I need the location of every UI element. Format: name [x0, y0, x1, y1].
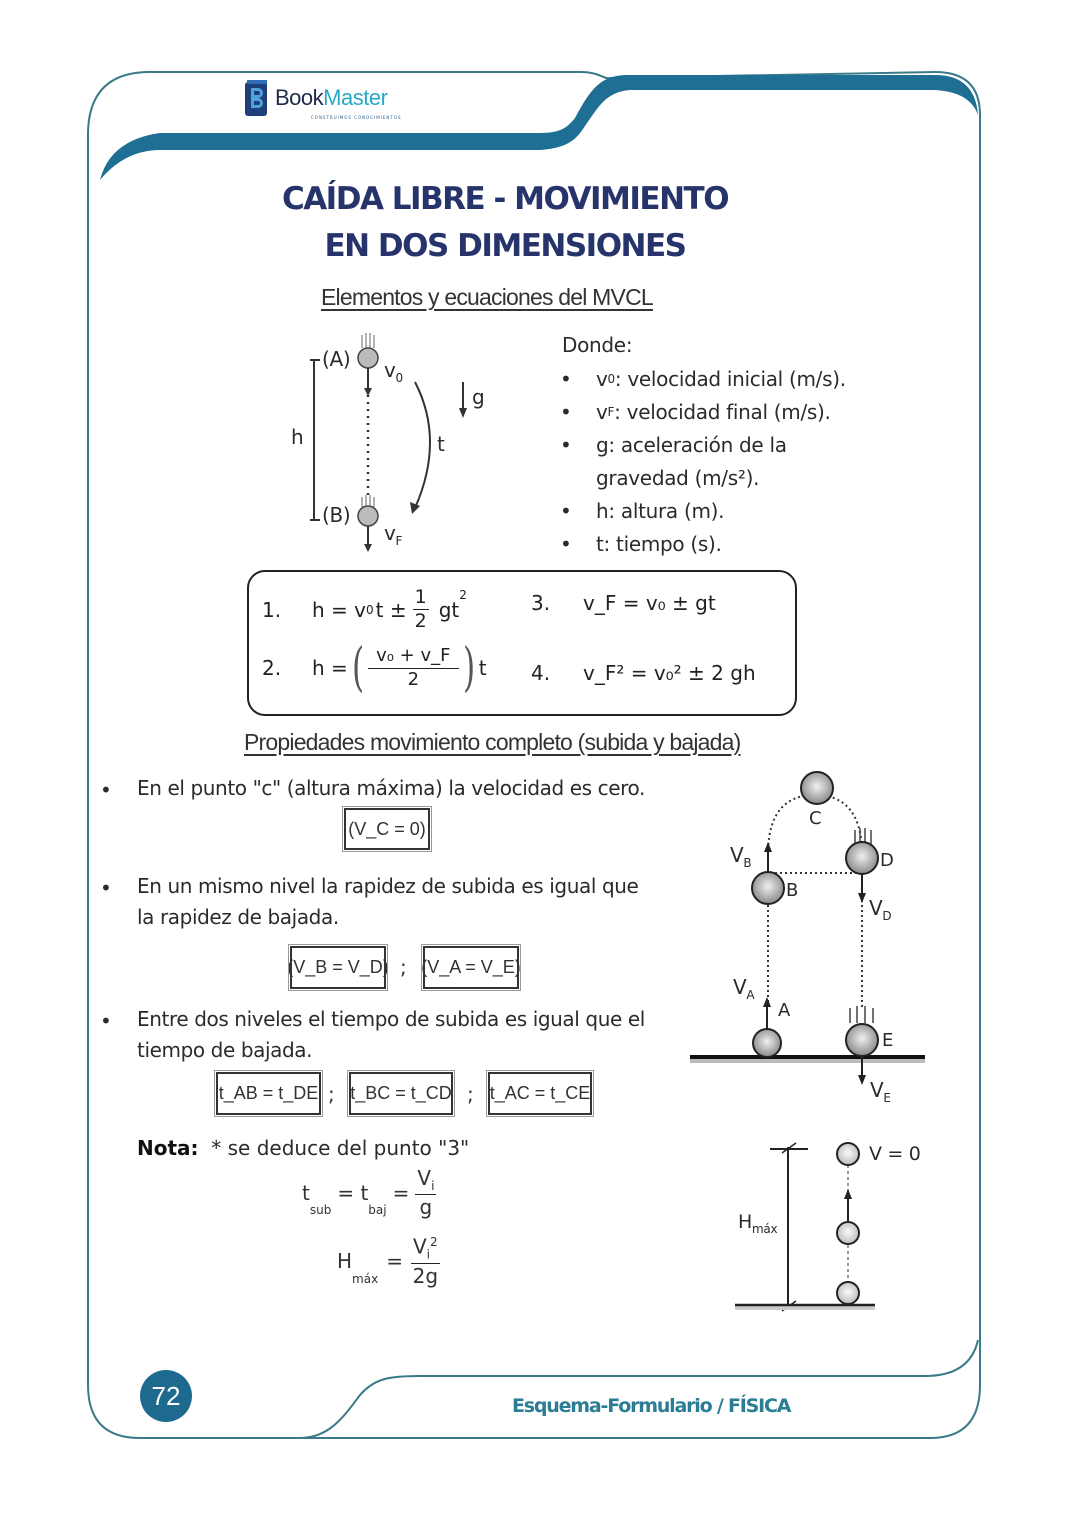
label-v0: $v_0$	[384, 358, 403, 385]
label-vb: $V_B$	[730, 843, 752, 870]
bullet-dot: •	[100, 1009, 112, 1033]
label-time: t	[437, 432, 445, 456]
formula-time-up-down: t $_{sub}$ = t $_{baj}$ = $\frac{V_i}{g}$	[302, 1166, 435, 1219]
label-gravity: g	[472, 385, 485, 409]
label-va: $V_A$	[733, 975, 755, 1002]
legend-item: • h: altura (m).	[560, 498, 725, 523]
legend-item: • v F : velocidad final (m/s).	[560, 399, 831, 424]
separator: ;	[328, 1082, 335, 1106]
page-title-line2: EN DOS DIMENSIONES	[324, 228, 686, 264]
ball-d-icon	[846, 842, 878, 874]
page-number-badge: 72	[140, 1370, 192, 1422]
page-title-line1: CAÍDA LIBRE - MOVIMIENTO	[281, 181, 729, 217]
ball-e-icon	[846, 1024, 878, 1056]
section-heading-properties: Propiedades movimiento completo (subida y bajada)	[244, 729, 741, 755]
label-v-zero: V = 0	[869, 1143, 921, 1165]
brand-logo	[243, 78, 402, 120]
label-a: A	[778, 1000, 791, 1021]
property-2-line1: En un mismo nivel la rapidez de subida es igual que	[137, 874, 639, 898]
ball-c-icon	[801, 772, 833, 804]
formula-box-tbc-tcd: t_BC = t_CD	[349, 1072, 453, 1115]
separator: ;	[400, 955, 407, 979]
legend-list	[560, 362, 846, 560]
label-b: B	[786, 880, 799, 901]
equation-2: 2. h = ( $\frac{\text{v₀ + v\_F}}{2}$ ) t	[262, 638, 487, 698]
legend-item-continued: gravedad (m/s²).	[596, 465, 760, 490]
property-3-line2: tiempo de bajada.	[137, 1038, 313, 1062]
equation-1: 1. h = v 0 t ± $\frac{1}{2}$ gt $^2$	[262, 586, 467, 632]
formula-max-height: H $_{máx}$ = $\frac{V_i^2}{2g}$	[337, 1234, 439, 1288]
label-point-b: (B)	[322, 503, 351, 527]
label-hmax: $H_{máx}$	[738, 1211, 778, 1236]
ball-b-icon	[752, 872, 784, 904]
brand-name: BookMaster	[275, 85, 388, 110]
label-e: E	[882, 1030, 894, 1051]
label-point-a: (A)	[322, 347, 351, 371]
equation-4: 4. v_F² = v₀² ± 2 gh	[531, 661, 756, 685]
ball-b-icon	[358, 495, 378, 552]
bullet-dot: •	[100, 876, 112, 900]
formula-box-tab-tde: t_AB = t_DE	[216, 1072, 321, 1115]
legend-item: • v 0 : velocidad inicial (m/s).	[560, 366, 846, 391]
label-vd: $V_D$	[869, 896, 892, 923]
label-c: C	[809, 808, 822, 829]
book-logo-icon	[243, 78, 271, 118]
ball-a-icon	[358, 333, 378, 396]
formula-box-tac-tce: t_AC = t_CE	[488, 1072, 592, 1115]
property-1-text: En el punto "c" (altura máxima) la velocidad es cero.	[137, 776, 645, 800]
section-heading-elements: Elementos y ecuaciones del MVCL	[321, 284, 653, 310]
label-height: h	[291, 425, 304, 449]
legend-item: • g: aceleración de la	[560, 432, 787, 457]
label-ve: $V_E$	[870, 1078, 891, 1105]
property-3-line1: Entre dos niveles el tiempo de subida es igual que el	[137, 1007, 645, 1031]
label-vf: $v_F$	[384, 521, 403, 548]
bullet-dot: •	[100, 778, 112, 802]
footer-title: Esquema-Formulario / FÍSICA	[512, 1395, 791, 1417]
legend-title: Donde:	[562, 333, 633, 357]
separator: ;	[467, 1082, 474, 1106]
label-d: D	[880, 850, 894, 871]
ball-a-icon	[753, 1029, 781, 1057]
property-2-line2: la rapidez de bajada.	[137, 905, 339, 929]
formula-box-vb-vd: (V_B = V_D)	[290, 946, 386, 989]
brand-tagline: CONSTRUIMOS CONOCIMIENTOS	[311, 115, 402, 120]
legend-item: • t: tiempo (s).	[560, 531, 722, 556]
formula-box-va-ve: (V_A = V_E)	[423, 946, 519, 989]
formula-box-vc: (V_C = 0)	[344, 808, 430, 850]
equation-3: 3. v_F = v₀ ± gt	[531, 591, 716, 615]
note: Nota: * se deduce del punto "3"	[137, 1136, 470, 1160]
